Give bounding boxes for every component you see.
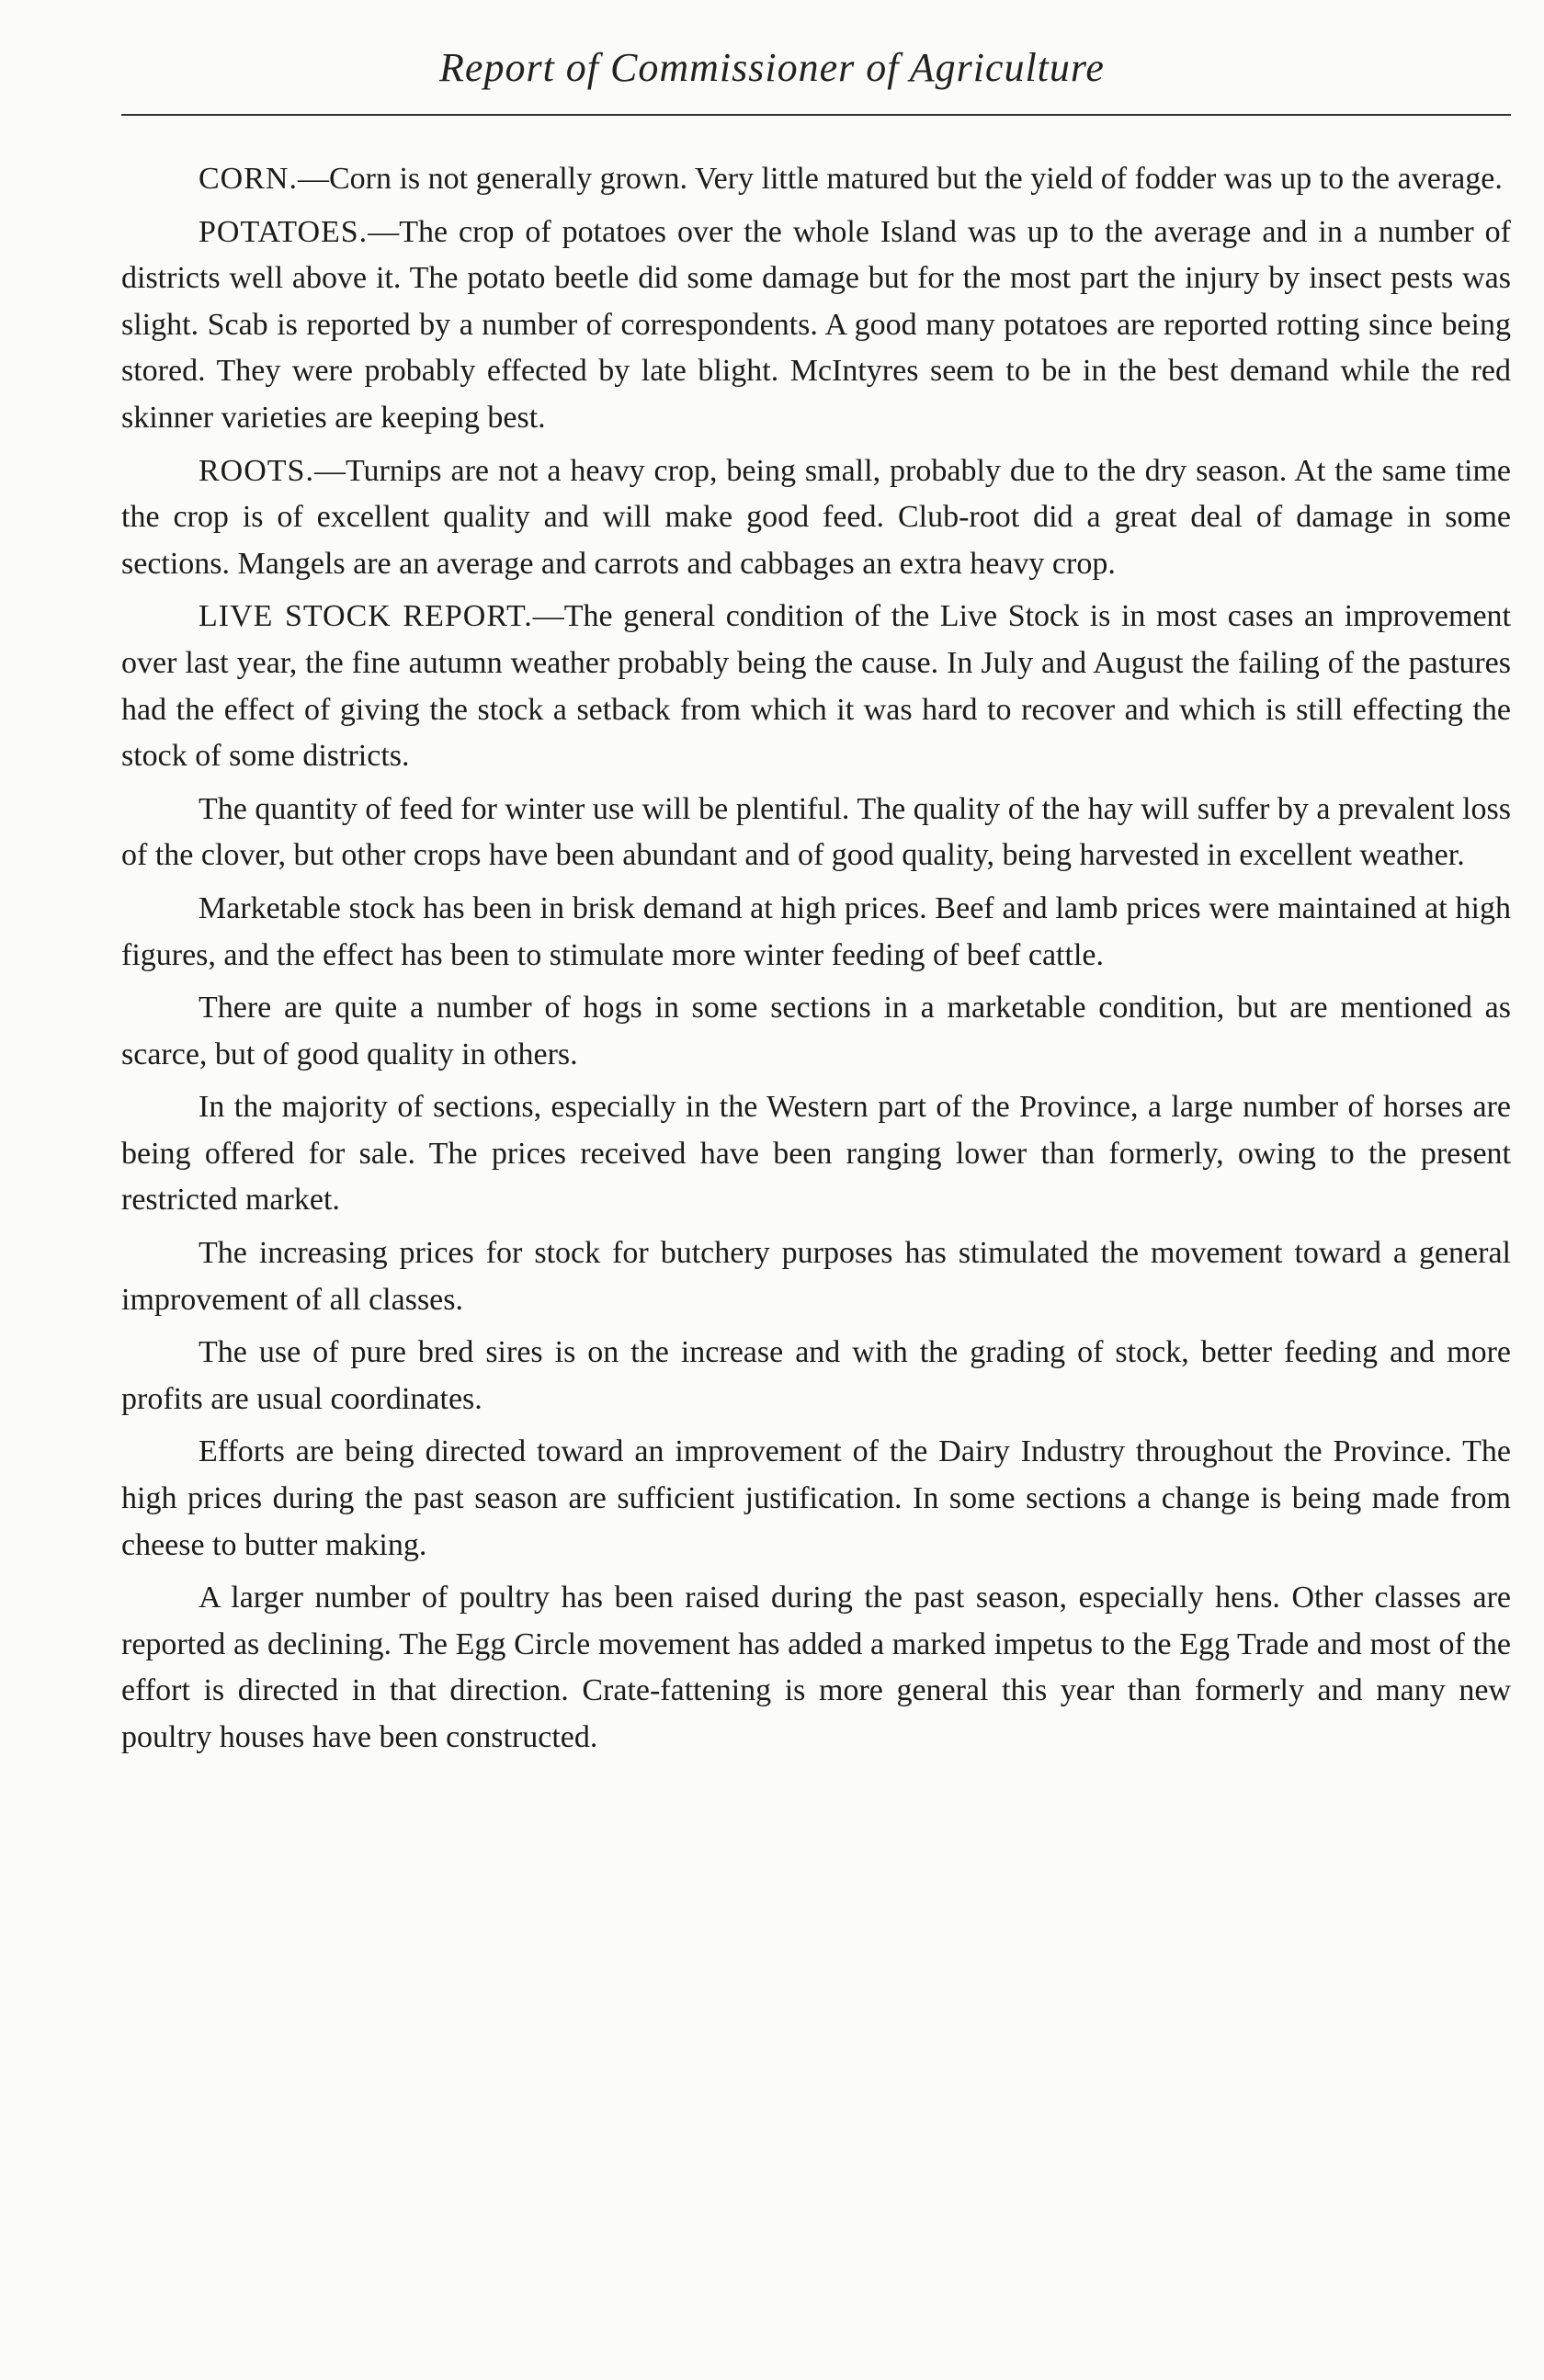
page-body [121, 156, 1511, 1768]
paragraph-text: Efforts are being directed toward an improvement of the Dairy Industry throughout the Province. The high prices during the past season are sufficient justification. In some sections a change is being made from cheese to butter making. [121, 1434, 1511, 1562]
paragraph-text: The use of pure bred sires is on the increase and with the grading of stock, better feeding and more profits are usual coordinates. [121, 1335, 1511, 1416]
header-rule [121, 114, 1511, 116]
paragraph-hogs [121, 985, 1511, 1078]
paragraph-lead: ROOTS. [199, 453, 314, 488]
paragraph-horses [121, 1084, 1511, 1224]
paragraph-text: There are quite a number of hogs in some sections in a marketable condition, but are mentioned as scarce, but of good quality in others. [121, 991, 1511, 1071]
paragraph-lead: LIVE STOCK REPORT. [199, 599, 533, 634]
paragraph-marketable-stock [121, 886, 1511, 979]
paragraph-feed [121, 787, 1511, 879]
paragraph-text: A larger number of poultry has been raised during the past season, especially hens. Other classes are reported as declining. The Egg Circle movement has added a marked impetus to the Egg Trade and most of the effort is directed in that direction. Crate-fattening is more general this year than formerly and many new poultry houses have been constructed. [121, 1581, 1511, 1754]
paragraph-corn [121, 156, 1511, 203]
paragraph-text: The increasing prices for stock for butchery purposes has stimulated the movement toward a general improvement of all classes. [121, 1236, 1511, 1317]
paragraph-text: —Turnips are not a heavy crop, being small, probably due to the dry season. At the same time the crop is of excellent quality and will make good feed. Club-root did a great deal of damage in some sections. Mangels are an average and carrots and cabbages an extra heavy crop. [121, 453, 1511, 581]
paragraph-butchery [121, 1230, 1511, 1323]
paragraph-potatoes [121, 210, 1511, 442]
paragraph-text: Marketable stock has been in brisk demand at high prices. Beef and lamb prices were maintained at high figures, and the effect has been to stimulate more winter feeding of beef cattle. [121, 890, 1511, 972]
paragraph-text: —The crop of potatoes over the whole Island was up to the average and in a number of districts well above it. The potato beetle did some damage but for the most part the injury by insect pests was slight. Scab is reported by a number of correspondents. A good many potatoes are reported rotting since being stored. They were probably effected by late blight. McIntyres seem to be in the best demand while the red skinner varieties are keeping best. [121, 214, 1511, 435]
paragraph-roots [121, 448, 1511, 588]
running-head: Report of Commissioner of Agriculture [439, 45, 1105, 90]
paragraph-live-stock [121, 594, 1511, 779]
paragraph-text: The quantity of feed for winter use will be plentiful. The quality of the hay will suffer by a prevalent loss of the clover, but other crops have been abundant and of good quality, being harvested in excellent weather. [121, 791, 1511, 873]
paragraph-dairy [121, 1429, 1511, 1569]
paragraph-text: —Corn is not generally grown. Very little matured but the yield of fodder was up to the average. [297, 162, 1503, 196]
paragraph-lead: CORN. [199, 162, 298, 196]
paragraph-poultry [121, 1575, 1511, 1761]
paragraph-text: —The general condition of the Live Stock is in most cases an improvement over last year, the fine autumn weather probably being the cause. In July and August the failing of the pastures had the effect of giving the stock a setback from which it was hard to recover and which is still effecting the stock of some districts. [121, 599, 1511, 774]
paragraph-text: In the majority of sections, especially in the Western part of the Province, a large number of horses are being offered for sale. The prices received have been ranging lower than formerly, owing to the present restricted market. [121, 1090, 1511, 1218]
paragraph-sires [121, 1330, 1511, 1422]
paragraph-lead: POTATOES. [199, 214, 369, 249]
